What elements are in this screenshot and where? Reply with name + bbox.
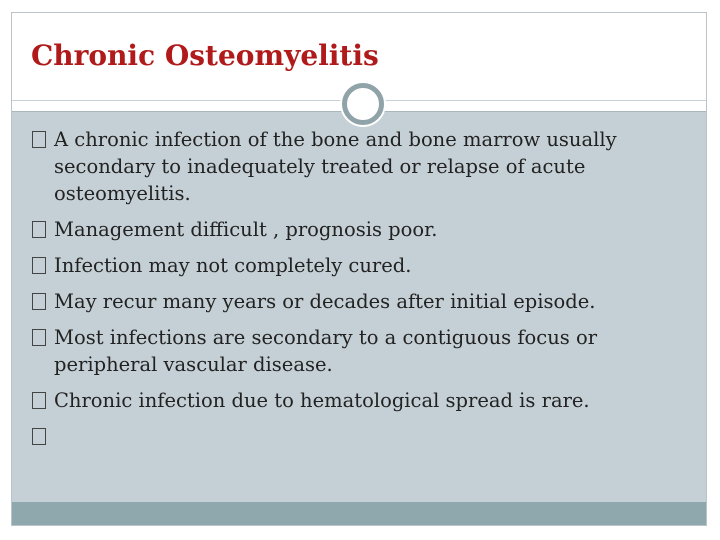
bullet-glyph-icon xyxy=(32,428,46,445)
bullet-item xyxy=(32,324,702,378)
slide-title: Chronic Osteomyelitis xyxy=(31,39,379,72)
ring-circle-icon xyxy=(342,83,384,125)
bottom-bar xyxy=(12,502,706,525)
bullet-glyph-icon xyxy=(32,329,46,346)
bullet-item xyxy=(32,216,702,243)
bullet-text: Chronic infection due to hematological spread is rare. xyxy=(54,389,590,412)
bullet-text: A chronic infection of the bone and bone marrow usually secondary to inadequately treated or relapse of acute osteomyelitis. xyxy=(54,128,617,205)
bullet-item xyxy=(32,126,702,207)
bullet-glyph-icon xyxy=(32,293,46,310)
slide xyxy=(11,12,707,526)
bullet-text: Management difficult , prognosis poor. xyxy=(54,218,438,241)
bullet-text: Infection may not completely cured. xyxy=(54,254,412,277)
bullet-list xyxy=(32,126,702,423)
bullet-item xyxy=(32,387,702,414)
bullet-text: Most infections are secondary to a contiguous focus or peripheral vascular disease. xyxy=(54,326,598,376)
bullet-text: May recur many years or decades after initial episode. xyxy=(54,290,596,313)
bullet-glyph-icon xyxy=(32,257,46,274)
bullet-glyph-icon xyxy=(32,392,46,409)
bullet-item xyxy=(32,288,702,315)
bullet-glyph-icon xyxy=(32,131,46,148)
bullet-item xyxy=(32,252,702,279)
bullet-glyph-icon xyxy=(32,221,46,238)
